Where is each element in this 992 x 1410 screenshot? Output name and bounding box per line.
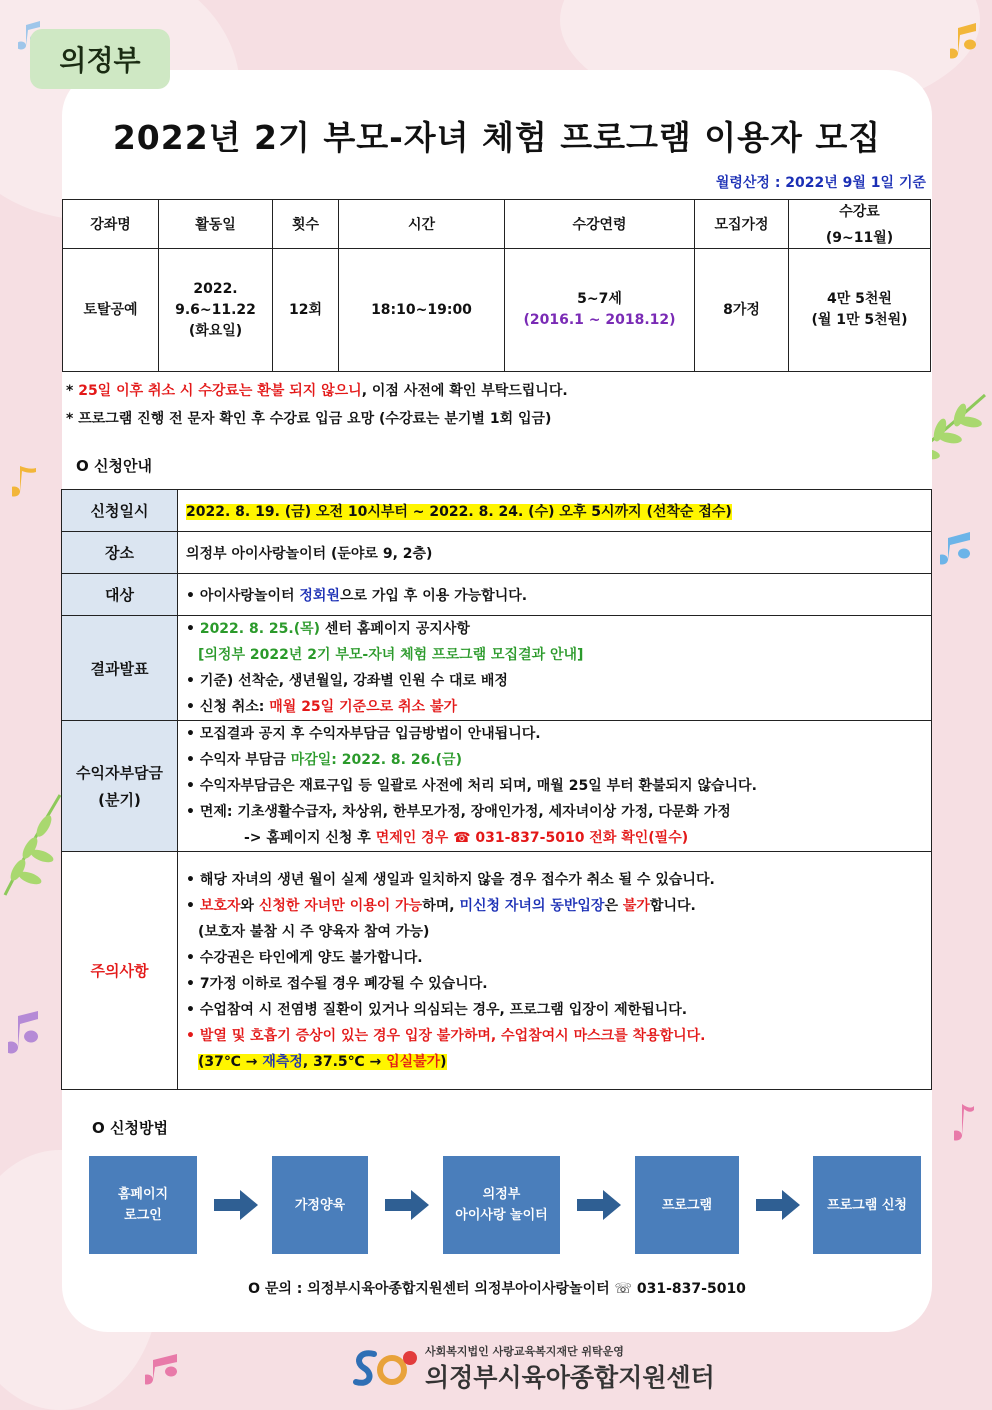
page-title: 2022년 2기 부모-자녀 체험 프로그램 이용자 모집 <box>112 118 882 157</box>
fee-header-period: (9~11월) <box>825 230 894 246</box>
target-text <box>178 574 932 616</box>
application-info-table <box>61 489 932 1090</box>
text: • 신청 취소: <box>186 699 270 715</box>
arrow-right-icon <box>385 1190 429 1220</box>
leaf-branch-icon <box>0 790 70 900</box>
text-red: 매월 25일 기준으로 취소 불가 <box>269 699 458 715</box>
result-content <box>178 616 932 721</box>
line <box>186 616 923 642</box>
text: • 수익자 부담금 <box>186 752 291 768</box>
text: • 아이사랑놀이터 <box>186 587 300 604</box>
region-badge: 의정부 <box>30 29 170 89</box>
footer-center-name: 의정부시육아종합지원센터 <box>425 1363 715 1392</box>
step-line: 아이사랑 놀이터 <box>455 1208 548 1223</box>
header-cell <box>789 200 931 249</box>
music-note-icon <box>145 1352 185 1388</box>
flow-step-program: 프로그램 <box>635 1156 739 1254</box>
arrow-right-icon <box>577 1190 621 1220</box>
text: 으로 가입 후 이용 가능합니다. <box>339 587 528 604</box>
text-red: 입실불가 <box>386 1053 441 1070</box>
table-row <box>62 532 932 574</box>
line: • 모집결과 공지 후 수익자부담금 입금방법이 안내됩니다. <box>186 726 541 742</box>
table-row <box>62 616 932 721</box>
program-fee <box>789 249 931 372</box>
line <box>186 825 923 851</box>
flow-step-apply: 프로그램 신청 <box>813 1156 921 1254</box>
program-dates <box>159 249 273 372</box>
step-line: 홈페이지 <box>117 1187 169 1202</box>
refund-note <box>66 380 568 400</box>
label-line: 수익자부담금 <box>76 764 163 782</box>
date-line: 9.6~11.22 <box>175 301 256 318</box>
header-cell: 모집가정 <box>695 200 789 249</box>
header-cell: 수강연령 <box>505 200 695 249</box>
date-line: (화요일) <box>188 322 243 339</box>
text-green: 마감일: 2022. 8. 26.(금) <box>290 752 462 768</box>
text: ) <box>440 1053 447 1070</box>
center-logo <box>352 1346 422 1388</box>
contact-info: O 문의 : 의정부시육아종합지원센터 의정부아이사랑놀이터 ☏ 031-837-5010 <box>248 1281 746 1297</box>
header-cell: 횟수 <box>273 200 339 249</box>
text: 은 <box>604 897 623 914</box>
music-note-icon <box>954 1100 978 1144</box>
fee-line: 4만 5천원 <box>827 291 892 307</box>
text: , 37.5℃ → <box>302 1053 387 1070</box>
table-row <box>63 249 931 372</box>
music-note-icon <box>950 22 982 62</box>
row-label <box>62 721 178 852</box>
date-line: 2022. <box>193 280 238 297</box>
bullet: • <box>186 621 200 637</box>
age-basis-note: 월령산정 : 2022년 9월 1일 기준 <box>715 175 926 191</box>
program-name: 토탈공예 <box>63 249 159 372</box>
table-row <box>62 490 932 532</box>
row-label: 결과발표 <box>62 616 178 721</box>
step-line: 로그인 <box>124 1208 162 1223</box>
fee-content <box>178 721 932 852</box>
age-range: (2016.1 ~ 2018.12) <box>523 312 676 328</box>
bullet: • <box>186 897 200 914</box>
table-row <box>62 721 932 852</box>
fee-header: 수강료 <box>839 204 880 220</box>
result-notice-title: [의정부 2022년 2기 부모-자녀 체험 프로그램 모집결과 안내] <box>198 647 584 663</box>
fee-line: (월 1만 5천원) <box>811 312 908 328</box>
line <box>186 747 923 773</box>
line <box>186 694 923 720</box>
text: 하며, <box>422 897 460 914</box>
row-label: 대상 <box>62 574 178 616</box>
line: • 면제: 기초생활수급자, 차상위, 한부모가정, 장애인가정, 세자녀이상 가정, 다문화 가정 <box>186 804 731 820</box>
line: • 수업참여 시 전염병 질환이 있거나 의심되는 경우, 프로그램 입장이 제한됩니다. <box>186 1001 688 1018</box>
place-text: 의정부 아이사랑놀이터 (둔야로 9, 2층) <box>178 532 932 574</box>
text: 센터 홈페이지 공지사항 <box>320 621 470 637</box>
music-note-icon <box>940 530 980 570</box>
application-period <box>178 490 932 532</box>
text-blue: 미신청 자녀의 동반입장 <box>459 897 605 914</box>
text: 합니다. <box>649 897 696 914</box>
program-table <box>62 199 931 372</box>
text-green: 2022. 8. 25.(목) <box>199 621 321 637</box>
music-note-icon <box>8 1010 44 1058</box>
session-count: 12회 <box>273 249 339 372</box>
line: (보호자 불참 시 주 양육자 참여 가능) <box>198 923 430 940</box>
table-row <box>62 574 932 616</box>
table-header-row <box>63 200 931 249</box>
step-line: 의정부 <box>482 1187 521 1202</box>
line <box>186 893 923 919</box>
payment-note: * 프로그램 진행 전 문자 확인 후 수강료 입금 요망 (수강료는 분기별 1회 입금) <box>66 411 552 427</box>
music-note-icon <box>12 462 42 500</box>
flow-step-parenting: 가정양육 <box>272 1156 368 1254</box>
line: • 기준) 선착순, 생년월일, 강좌별 인원 수 대로 배정 <box>186 673 508 689</box>
header-cell: 시간 <box>339 200 505 249</box>
footer-operator: 사회복지법인 사랑교육복지재단 위탁운영 <box>425 1345 624 1358</box>
period-text: 2022. 8. 19. (금) 오전 10시부터 ~ 2022. 8. 24. (수) 오후 5시까지 (선착순 접수) <box>186 503 732 520</box>
section-apply-info: O 신청안내 <box>76 457 152 475</box>
row-label: 신청일시 <box>62 490 178 532</box>
flow-step-login <box>89 1156 197 1254</box>
label-line: (분기) <box>98 791 141 809</box>
table-row <box>62 852 932 1090</box>
text-red: 신청한 자녀만 이용이 가능 <box>258 897 423 914</box>
line: • 해당 자녀의 생년 월이 실제 생일과 일치하지 않을 경우 접수가 취소 될 수 있습니다. <box>186 871 715 888</box>
family-count: 8가정 <box>695 249 789 372</box>
age-text: 5~7세 <box>577 291 622 307</box>
text-blue: 정회원 <box>299 587 340 604</box>
note-red-text: 25일 이후 취소 시 수강료는 환불 되지 않으니 <box>78 383 362 399</box>
line: • 발열 및 호흡기 증상이 있는 경우 입장 불가하며, 수업참여시 마스크를 착용합니다. <box>186 1027 706 1044</box>
line: • 7가정 이하로 접수될 경우 폐강될 수 있습니다. <box>186 975 488 992</box>
text-blue: 재측정 <box>262 1053 303 1070</box>
note-text: , 이점 사전에 확인 부탁드립니다. <box>361 383 568 399</box>
line: • 수강권은 타인에게 양도 불가합니다. <box>186 949 423 966</box>
highlight <box>198 1054 447 1070</box>
text-red: 불가 <box>622 897 650 914</box>
row-label: 주의사항 <box>62 852 178 1090</box>
text: -> 홈페이지 신청 후 <box>244 830 376 846</box>
caution-content <box>178 852 932 1090</box>
text: 와 <box>240 897 259 914</box>
header-cell: 강좌명 <box>63 200 159 249</box>
line: • 수익자부담금은 재료구입 등 일괄로 사전에 처리 되며, 매월 25일 부터 환불되지 않습니다. <box>186 778 757 794</box>
section-method: O 신청방법 <box>92 1119 168 1137</box>
arrow-right-icon <box>214 1190 258 1220</box>
target-age <box>505 249 695 372</box>
flow-step-playground <box>443 1156 560 1254</box>
session-time: 18:10~19:00 <box>339 249 505 372</box>
text: (37℃ → <box>198 1053 263 1070</box>
temperature-rule <box>186 1049 923 1075</box>
note-star: * <box>66 383 74 399</box>
arrow-right-icon <box>756 1190 800 1220</box>
text-red: 면제인 경우 ☎ 031-837-5010 전화 확인(필수) <box>375 830 689 846</box>
text-red: 보호자 <box>199 897 241 914</box>
header-cell: 활동일 <box>159 200 273 249</box>
row-label: 장소 <box>62 532 178 574</box>
